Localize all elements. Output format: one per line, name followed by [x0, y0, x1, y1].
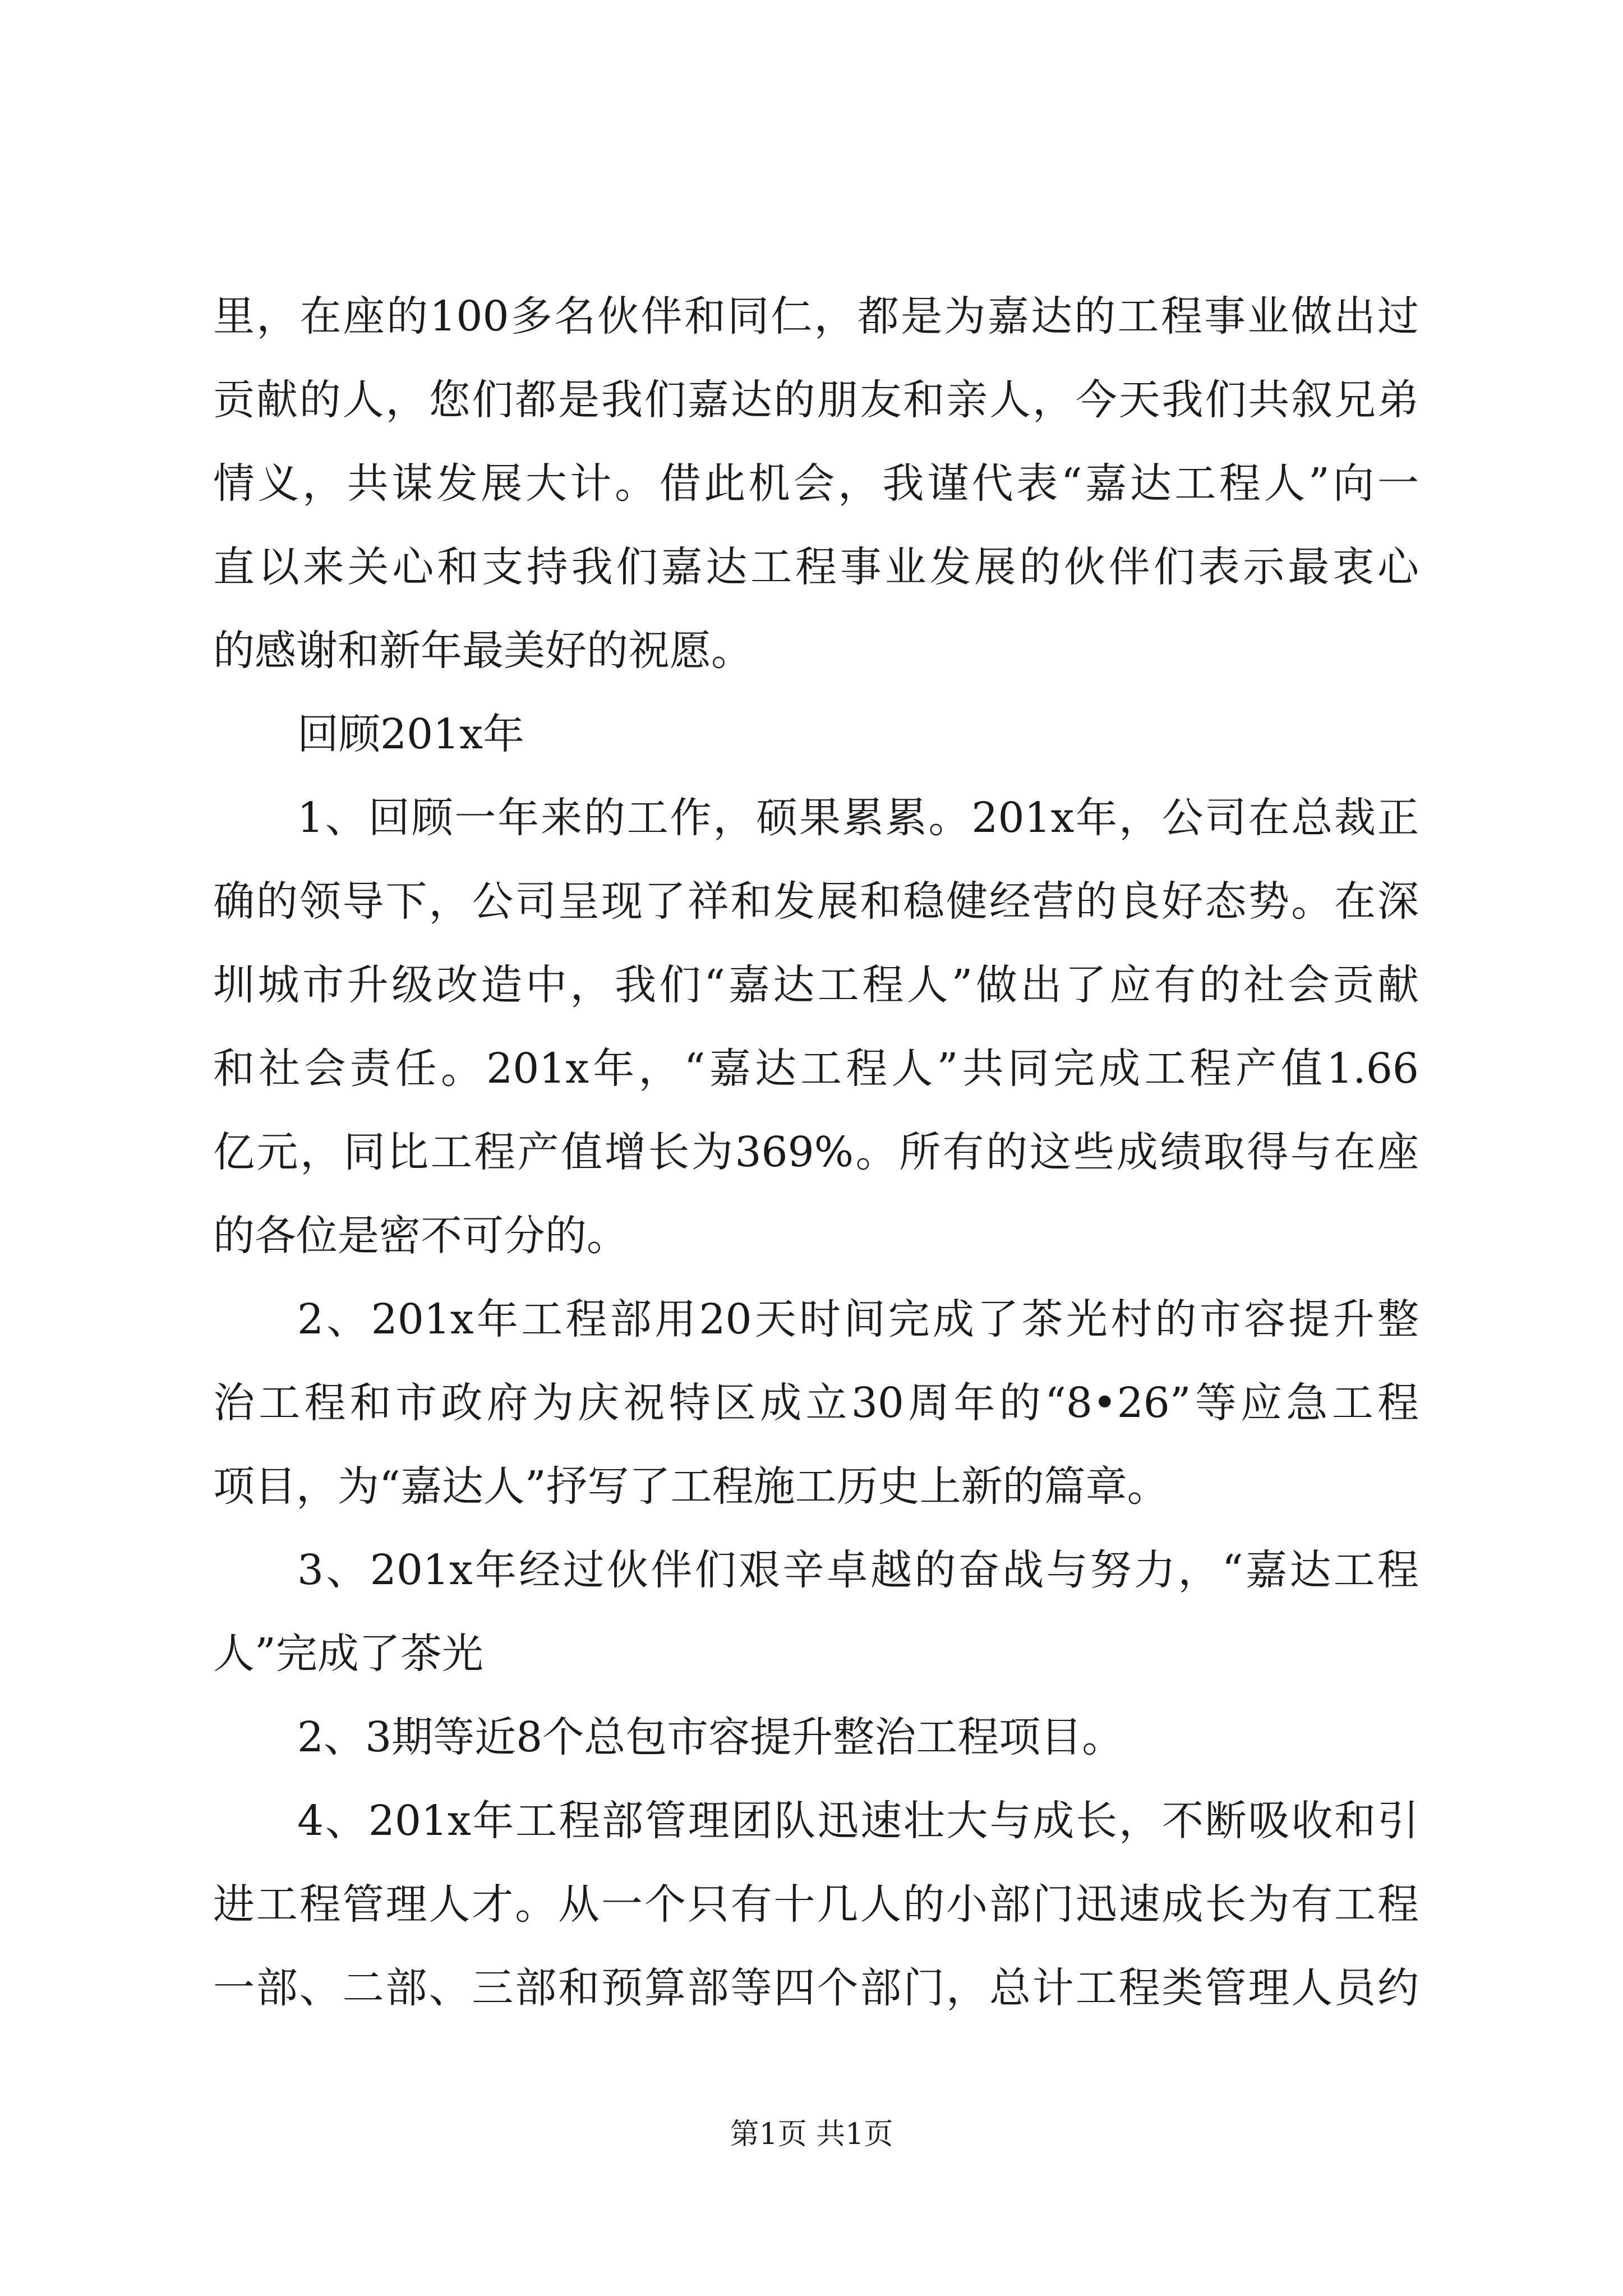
text-line: 确的领导下，公司呈现了祥和发展和稳健经营的良好态势。在深 [213, 877, 1419, 926]
text-line: 4、201x年工程部管理团队迅速壮大与成长，不断吸收和引 [297, 1797, 1419, 1845]
text-line: 圳城市升级改造中，我们“嘉达工程人”做出了应有的社会贡献 [213, 961, 1419, 1009]
text-line: 情义，共谋发展大计。借此机会，我谨代表“嘉达工程人”向一 [213, 459, 1419, 508]
text-line: 里，在座的100多名伙伴和同仁，都是为嘉达的工程事业做出过 [213, 292, 1419, 341]
text-line: 的各位是密不可分的。 [213, 1212, 628, 1260]
text-line: 2、3期等近8个总包市容提升整治工程项目。 [297, 1713, 1124, 1761]
text-line: 亿元，同比工程产值增长为369%。所有的这些成绩取得与在座 [213, 1128, 1419, 1176]
text-line: 治工程和市政府为庆祝特区成立30周年的“8•26”等应急工程 [213, 1379, 1419, 1427]
text-line: 1、回顾一年来的工作，硕果累累。201x年，公司在总裁正 [297, 794, 1419, 842]
document-body [213, 275, 1419, 2030]
text-line: 直以来关心和支持我们嘉达工程事业发展的伙伴们表示最衷心 [213, 543, 1419, 591]
page-footer: 第1页 共1页 [730, 2118, 893, 2151]
text-line: 3、201x年经过伙伴们艰辛卓越的奋战与努力，“嘉达工程 [297, 1546, 1419, 1594]
text-line: 一部、二部、三部和预算部等四个部门，总计工程类管理人员约 [213, 1964, 1419, 2012]
section-heading: 回顾201x年 [297, 710, 524, 758]
text-line: 进工程管理人才。从一个只有十几人的小部门迅速成长为有工程 [213, 1880, 1419, 1929]
text-line: 的感谢和新年最美好的祝愿。 [213, 627, 753, 675]
text-line: 和社会责任。201x年，“嘉达工程人”共同完成工程产值1.66 [213, 1045, 1419, 1093]
text-line: 贡献的人，您们都是我们嘉达的朋友和亲人，今天我们共叙兄弟 [213, 376, 1419, 424]
text-line: 人”完成了茶光 [213, 1630, 483, 1678]
text-line: 2、201x年工程部用20天时间完成了茶光村的市容提升整 [297, 1295, 1419, 1343]
text-line: 项目，为“嘉达人”抒写了工程施工历史上新的篇章。 [213, 1462, 1169, 1511]
